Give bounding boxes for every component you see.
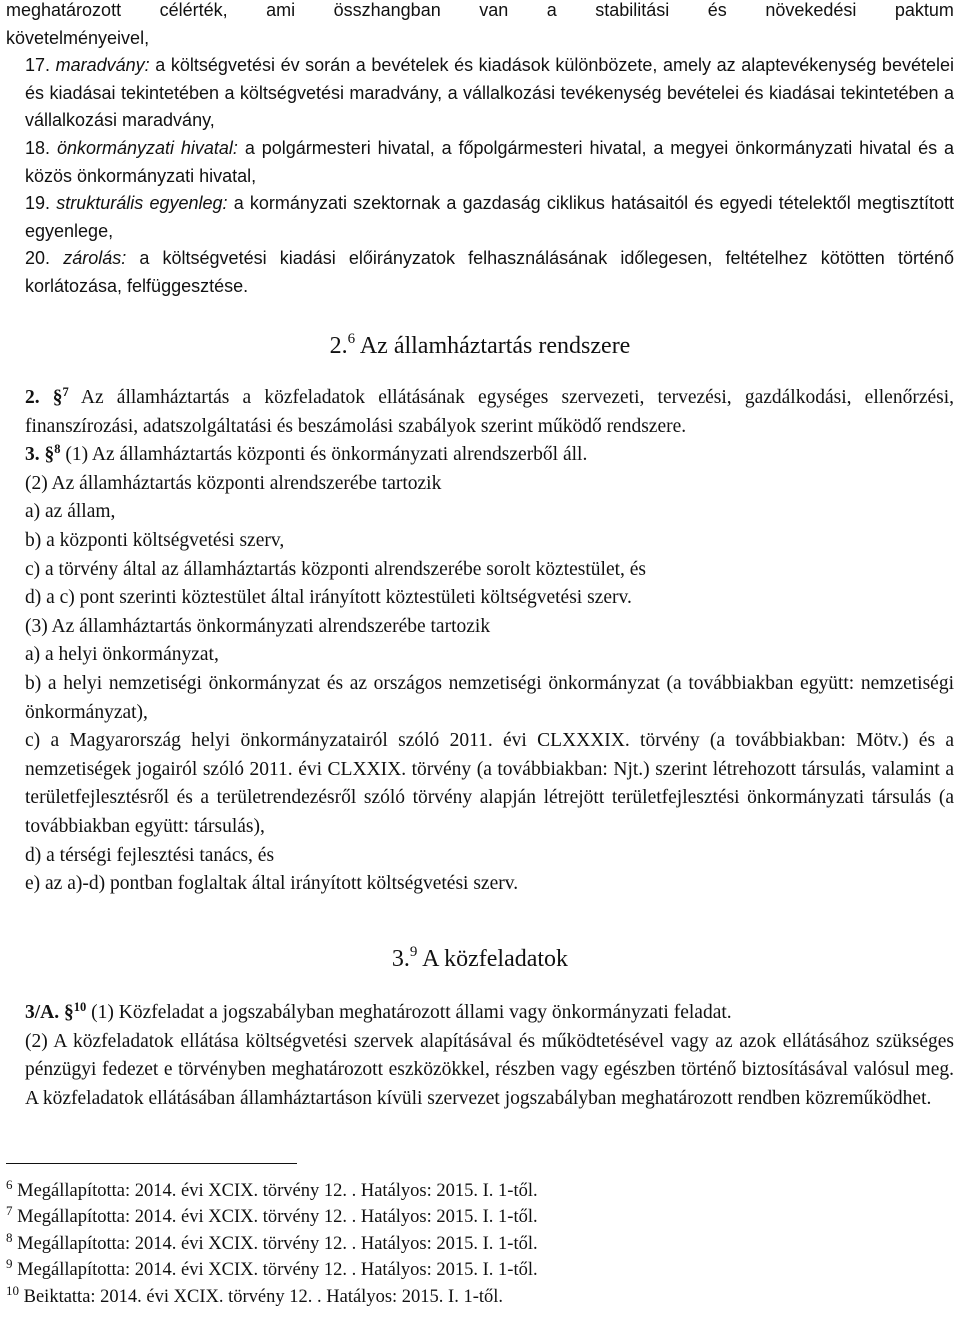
word: növekedési xyxy=(765,0,857,20)
defined-term: strukturális egyenleg: xyxy=(56,193,228,214)
list-item: a) a helyi önkormányzat, xyxy=(25,644,219,666)
word: ami xyxy=(266,0,296,20)
defined-term: önkormányzati hivatal: xyxy=(56,137,238,158)
item-number: 19. xyxy=(25,193,51,214)
footnote xyxy=(6,1284,954,1310)
definition-text: a költségvetési kiadási előirányzatok felhasználásának időlegesen, feltételhez kötötten történő korlátozása, felfüggesztése. xyxy=(25,248,954,296)
defined-term: zárolás: xyxy=(63,248,127,269)
word: a xyxy=(546,0,557,20)
footnote-text: Megállapította: 2014. évi XCIX. törvény 12. . Hatályos: 2015. I. 1-től. xyxy=(17,1181,538,1201)
definition-continuation xyxy=(6,0,954,301)
section-heading-3 xyxy=(6,944,954,974)
list-item: d) a c) pont szerinti köztestület által irányított köztestületi költségvetési szerv. xyxy=(25,587,632,609)
footnote xyxy=(6,1257,954,1283)
footnote-text: Beiktatta: 2014. évi XCIX. törvény 12. . Hatályos: 2015. I. 1-től. xyxy=(23,1286,504,1307)
list-item: c) a Magyarország helyi önkormányzatairól szóló 2011. évi CLXXXIX. törvény (a továbbiakban: Mötv.) és a nemzetiségek jogairól szóló 2011. évi CLXXIX. törvény (a továbbiakban: Njt.) szerint létrehozott társulás, valamint a területfejlesztésről és a területrendezésről szóló törvény alapján létrejött területfejlesztési önkormányzati társulás (a továbbiakban együtt: társulás), xyxy=(25,730,954,837)
paragraph-text: (1) Az államháztartás központi és önkormányzati alrendszerből áll. xyxy=(65,444,588,466)
footnote-number: 6 xyxy=(6,1177,13,1192)
section-sign: § xyxy=(52,387,63,408)
paragraph-3-1 xyxy=(6,441,954,470)
paragraph-number: 3. xyxy=(25,444,40,466)
paragraph-number: 3/A. xyxy=(25,1002,60,1023)
definition-text: a polgármesteri hivatal, a főpolgármesteri hivatal, a megyei önkormányzati hivatal és a közös önkormányzati hivatal, xyxy=(25,137,954,186)
item-number: 18. xyxy=(25,137,51,158)
footnotes xyxy=(6,1178,954,1310)
paragraph-3a-1 xyxy=(6,999,954,1028)
list-item: d) a térségi fejlesztési tanács, és xyxy=(25,844,275,866)
section-title: Az államháztartás rendszere xyxy=(359,333,631,359)
section-number: 3. xyxy=(391,946,410,972)
word: célérték, xyxy=(159,0,228,20)
list-item: a) az állam, xyxy=(25,501,116,523)
paragraph-3-3: (3) Az államháztartás önkormányzati alrendszerébe tartozik xyxy=(25,615,491,637)
section-title: A közfeladatok xyxy=(422,946,569,972)
word: van xyxy=(479,0,509,20)
footnote-ref: 7 xyxy=(62,385,69,399)
footnote-number: 8 xyxy=(6,1229,13,1245)
footnote-number: 7 xyxy=(6,1203,13,1219)
definition-item-19 xyxy=(6,190,954,245)
footnote-ref: 8 xyxy=(54,442,61,457)
word: meghatározott xyxy=(6,0,122,20)
word: összhangban xyxy=(333,0,441,20)
list-item: e) az a)-d) pontban foglaltak által irányított költségvetési szerv. xyxy=(25,873,519,895)
paragraph-2 xyxy=(6,384,954,441)
paragraph-3-2: (2) Az államháztartás központi alrendszerébe tartozik xyxy=(25,472,442,494)
footnote-number: 10 xyxy=(6,1282,19,1298)
footnote xyxy=(6,1231,954,1257)
definition-text: a kormányzati szektornak a gazdaság ciklikus hatásaitól és egyedi tételektől megtisztított egyenlege, xyxy=(25,193,954,241)
footnote-ref: 10 xyxy=(73,1000,87,1014)
section-sign: § xyxy=(44,444,55,466)
footnote xyxy=(6,1178,954,1204)
paragraph-text: Az államháztartás a közfeladatok ellátásának egységes szervezeti, tervezési, gazdálkodási, ellenőrzési, finanszírozási, adatszolgáltatási és beszámolási szabályok szerint működő rendszere. xyxy=(25,387,955,437)
definition-text: a költségvetési év során a bevételek és kiadások különbözete, amely az alaptevékenység bevételei és kiadásai tekintetében a költségvetési maradvány, a vállalkozási tevékenység bevételei és kiadásai tekintetében a vállalkozási maradvány, xyxy=(25,55,954,131)
section-heading-2 xyxy=(6,331,954,361)
definition-item-17 xyxy=(6,52,954,135)
paragraph-text: (1) Közfeladat a jogszabályban meghatározott állami vagy önkormányzati feladat. xyxy=(91,1002,732,1023)
body-block xyxy=(6,384,954,899)
list-item: b) a központi költségvetési szerv, xyxy=(25,529,285,551)
paragraph-3a-2: (2) A közfeladatok ellátása költségvetési szervek alapításával és működtetésével vagy az azok ellátásához szükséges pénzügyi fedezet e törvényben meghatározott eszközökkel, részben vagy egészben történő biztosításával valósul meg. A közfeladatok ellátásában államháztartáson kívüli szervezet jogszabályban meghatározott rendben közreműködhet. xyxy=(25,1030,954,1109)
word: paktum xyxy=(894,0,954,20)
section-sign: § xyxy=(64,1002,74,1023)
body-block-2 xyxy=(6,999,954,1113)
paragraph-number: 2. xyxy=(25,387,40,408)
footnote-separator xyxy=(6,1163,297,1164)
word: stabilitási xyxy=(595,0,670,20)
footnote xyxy=(6,1204,954,1230)
item-number: 17. xyxy=(25,55,51,76)
list-item: c) a törvény által az államháztartás központi alrendszerébe sorolt köztestület, és xyxy=(25,558,647,580)
defined-term: maradvány: xyxy=(55,55,150,76)
continuation-line xyxy=(6,0,954,25)
definition-item-18 xyxy=(6,135,954,190)
word: és xyxy=(707,0,727,20)
footnote-number: 9 xyxy=(6,1256,13,1272)
footnote-text: Megállapította: 2014. évi XCIX. törvény 12. . Hatályos: 2015. I. 1-től. xyxy=(17,1260,538,1281)
definition-item-20 xyxy=(6,245,954,300)
item-number: 20. xyxy=(25,248,51,269)
footnote-text: Megállapította: 2014. évi XCIX. törvény 12. . Hatályos: 2015. I. 1-től. xyxy=(17,1233,538,1254)
footnote-text: Megállapította: 2014. évi XCIX. törvény 12. . Hatályos: 2015. I. 1-től. xyxy=(17,1207,538,1228)
list-item: b) a helyi nemzetiségi önkormányzat és az országos nemzetiségi önkormányzat (a továbbiakban együtt: nemzetiségi önkormányzat), xyxy=(25,672,954,723)
footnote-ref: 6 xyxy=(347,331,356,347)
section-number: 2. xyxy=(329,333,348,359)
footnote-ref: 9 xyxy=(409,944,418,960)
continuation-line-2: követelményeivel, xyxy=(6,27,150,48)
